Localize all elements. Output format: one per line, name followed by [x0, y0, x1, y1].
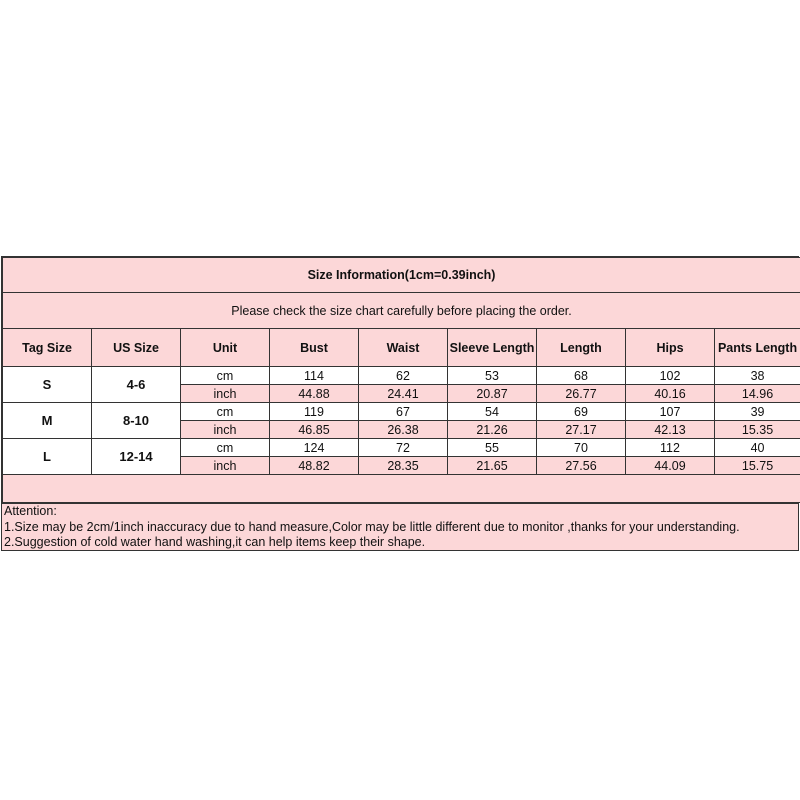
measurement-cell: 27.56	[537, 457, 626, 475]
size-rows	[3, 367, 800, 475]
measurement-cell: 44.09	[626, 457, 715, 475]
measurement-cell: 124	[270, 439, 359, 457]
size-table	[2, 257, 800, 503]
measurement-cell: 119	[270, 403, 359, 421]
measurement-cell: 70	[537, 439, 626, 457]
measurement-cell: 20.87	[448, 385, 537, 403]
header-pants-length: Pants Length	[715, 329, 800, 367]
header-sleeve-length: Sleeve Length	[448, 329, 537, 367]
measurement-cell: 69	[537, 403, 626, 421]
header-tag-size: Tag Size	[3, 329, 92, 367]
size-row-s-cm	[3, 367, 800, 385]
header-waist: Waist	[359, 329, 448, 367]
measurement-cell: 15.75	[715, 457, 800, 475]
header-hips: Hips	[626, 329, 715, 367]
unit-cell: inch	[181, 385, 270, 403]
us-size-cell: 8-10	[92, 403, 181, 439]
us-size-cell: 12-14	[92, 439, 181, 475]
header-unit: Unit	[181, 329, 270, 367]
tag-size-cell: L	[3, 439, 92, 475]
unit-cell: inch	[181, 457, 270, 475]
size-info-title: Size Information(1cm=0.39inch)	[3, 258, 800, 293]
measurement-cell: 14.96	[715, 385, 800, 403]
measurement-cell: 21.65	[448, 457, 537, 475]
spacer-row	[3, 475, 800, 503]
unit-cell: inch	[181, 421, 270, 439]
measurement-cell: 54	[448, 403, 537, 421]
measurement-cell: 26.77	[537, 385, 626, 403]
header-row	[3, 329, 800, 367]
unit-cell: cm	[181, 439, 270, 457]
attention-heading: Attention:	[4, 504, 57, 518]
measurement-cell: 38	[715, 367, 800, 385]
unit-cell: cm	[181, 367, 270, 385]
measurement-cell: 53	[448, 367, 537, 385]
measurement-cell: 28.35	[359, 457, 448, 475]
measurement-cell: 27.17	[537, 421, 626, 439]
us-size-cell: 4-6	[92, 367, 181, 403]
measurement-cell: 46.85	[270, 421, 359, 439]
measurement-cell: 62	[359, 367, 448, 385]
measurement-cell: 68	[537, 367, 626, 385]
size-row-l-cm	[3, 439, 800, 457]
measurement-cell: 24.41	[359, 385, 448, 403]
measurement-cell: 102	[626, 367, 715, 385]
measurement-cell: 112	[626, 439, 715, 457]
size-chart-notice: Please check the size chart carefully before placing the order.	[3, 293, 800, 329]
measurement-cell: 67	[359, 403, 448, 421]
measurement-cell: 40.16	[626, 385, 715, 403]
tag-size-cell: M	[3, 403, 92, 439]
measurement-cell: 44.88	[270, 385, 359, 403]
size-row-m-cm	[3, 403, 800, 421]
header-us-size: US Size	[92, 329, 181, 367]
tag-size-cell: S	[3, 367, 92, 403]
measurement-cell: 55	[448, 439, 537, 457]
measurement-cell: 48.82	[270, 457, 359, 475]
unit-cell: cm	[181, 403, 270, 421]
measurement-cell: 15.35	[715, 421, 800, 439]
attention-notes	[2, 503, 798, 550]
measurement-cell: 26.38	[359, 421, 448, 439]
measurement-cell: 114	[270, 367, 359, 385]
attention-note-1: 1.Size may be 2cm/1inch inaccuracy due to hand measure,Color may be little different due to monitor ,thanks for your understanding.	[4, 519, 740, 534]
measurement-cell: 72	[359, 439, 448, 457]
header-bust: Bust	[270, 329, 359, 367]
size-chart	[1, 256, 799, 551]
header-length: Length	[537, 329, 626, 367]
measurement-cell: 107	[626, 403, 715, 421]
attention-note-2: 2.Suggestion of cold water hand washing,it can help items keep their shape.	[4, 535, 426, 549]
measurement-cell: 39	[715, 403, 800, 421]
measurement-cell: 40	[715, 439, 800, 457]
measurement-cell: 21.26	[448, 421, 537, 439]
measurement-cell: 42.13	[626, 421, 715, 439]
